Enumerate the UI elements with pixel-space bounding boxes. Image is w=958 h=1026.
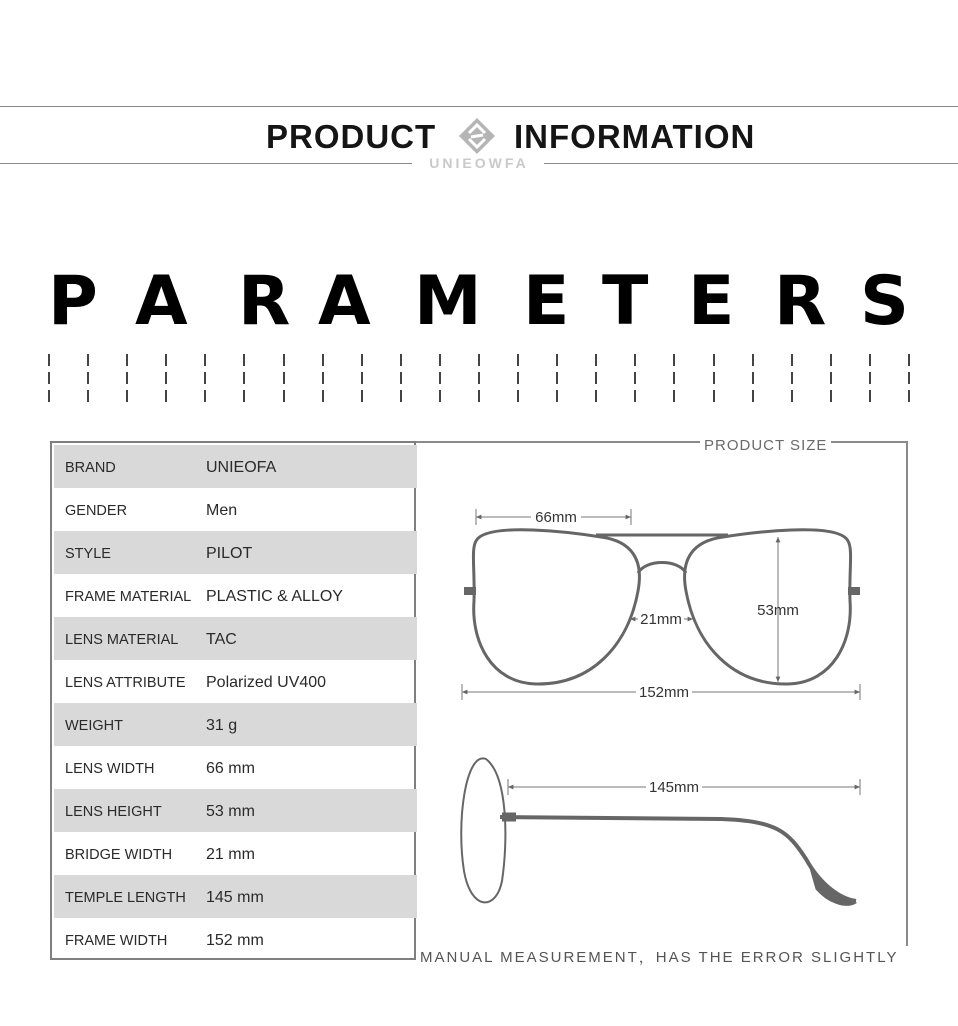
- dash-tick: [400, 372, 402, 384]
- dash-tick: [752, 372, 754, 384]
- dash-tick: [634, 372, 636, 384]
- brand-logo-icon: [457, 116, 497, 156]
- frame-width-label: 152mm: [638, 684, 690, 701]
- dash-tick: [908, 354, 910, 366]
- dash-tick: [126, 372, 128, 384]
- dash-tick: [830, 354, 832, 366]
- dash-tick: [478, 390, 480, 402]
- dash-tick: [634, 390, 636, 402]
- spec-row: [54, 832, 417, 875]
- dash-tick: [517, 354, 519, 366]
- dash-tick: [556, 354, 558, 366]
- banner-letter: T: [602, 262, 649, 341]
- dash-tick: [713, 372, 715, 384]
- dash-tick: [87, 372, 89, 384]
- banner-letter: P: [48, 262, 98, 341]
- dash-tick: [752, 354, 754, 366]
- spec-label: GENDER: [65, 503, 128, 519]
- banner-letter: R: [774, 262, 827, 341]
- dash-tick: [400, 390, 402, 402]
- dash-tick: [791, 390, 793, 402]
- dashed-divider: [48, 354, 910, 404]
- dash-tick: [361, 390, 363, 402]
- spec-row: [54, 918, 417, 961]
- spec-label: BRAND: [65, 460, 116, 476]
- dash-tick: [869, 372, 871, 384]
- spec-label: LENS ATTRIBUTE: [65, 675, 186, 691]
- dash-tick: [165, 372, 167, 384]
- dash-tick: [87, 354, 89, 366]
- spec-value: Polarized UV400: [206, 674, 327, 691]
- brand-subtitle: UNIEOWFA: [416, 155, 542, 171]
- dash-tick: [556, 372, 558, 384]
- header-bottom-line-right: [544, 163, 958, 164]
- lens-height-label: 53mm: [757, 602, 799, 619]
- dash-tick: [48, 354, 50, 366]
- dash-tick: [595, 372, 597, 384]
- spec-value: PLASTIC & ALLOY: [206, 588, 343, 605]
- spec-row: [54, 746, 417, 789]
- spec-value: 31 g: [206, 717, 238, 734]
- dash-tick: [87, 390, 89, 402]
- dash-tick: [165, 390, 167, 402]
- dash-tick: [908, 372, 910, 384]
- dash-tick: [283, 354, 285, 366]
- dash-tick: [48, 372, 50, 384]
- dash-tick: [556, 390, 558, 402]
- dash-tick: [439, 372, 441, 384]
- dash-tick: [713, 390, 715, 402]
- dash-tick: [673, 372, 675, 384]
- spec-value: TAC: [206, 631, 237, 648]
- spec-value: PILOT: [206, 545, 253, 562]
- dash-tick: [439, 390, 441, 402]
- spec-table: [50, 441, 416, 960]
- dash-tick: [243, 354, 245, 366]
- spec-row: [54, 789, 417, 832]
- banner-letter: E: [688, 262, 735, 341]
- spec-row: [54, 488, 417, 531]
- spec-label: WEIGHT: [65, 718, 123, 734]
- spec-value: 53 mm: [206, 803, 255, 820]
- dash-tick: [791, 372, 793, 384]
- header-title-information: INFORMATION: [514, 118, 756, 155]
- bridge-width-label: 21mm: [640, 611, 682, 628]
- spec-label: LENS HEIGHT: [65, 804, 162, 820]
- banner-letter: A: [135, 262, 188, 341]
- dash-tick: [361, 354, 363, 366]
- banner-letter: S: [860, 262, 909, 341]
- dash-tick: [517, 390, 519, 402]
- product-size-panel: [416, 441, 908, 961]
- spec-label: FRAME WIDTH: [65, 933, 168, 949]
- dash-tick: [243, 390, 245, 402]
- dash-tick: [830, 372, 832, 384]
- banner-letter: A: [318, 262, 371, 341]
- dash-tick: [204, 372, 206, 384]
- spec-label: TEMPLE LENGTH: [65, 890, 186, 906]
- lens-width-label: 66mm: [535, 509, 577, 526]
- dash-tick: [869, 354, 871, 366]
- dash-tick: [595, 390, 597, 402]
- spec-value: 145 mm: [206, 889, 264, 906]
- dash-tick: [673, 354, 675, 366]
- spec-value: UNIEOFA: [206, 459, 277, 476]
- spec-row: [54, 445, 417, 488]
- dash-tick: [752, 390, 754, 402]
- dash-tick: [713, 354, 715, 366]
- spec-row: [54, 875, 417, 918]
- spec-label: LENS WIDTH: [65, 761, 155, 777]
- dash-tick: [126, 354, 128, 366]
- spec-value: 21 mm: [206, 846, 255, 863]
- dash-tick: [517, 372, 519, 384]
- dash-tick: [439, 354, 441, 366]
- dash-tick: [595, 354, 597, 366]
- dash-tick: [673, 390, 675, 402]
- dash-tick: [126, 390, 128, 402]
- banner-letter: R: [238, 262, 291, 341]
- dash-tick: [283, 390, 285, 402]
- dash-tick: [243, 372, 245, 384]
- dash-tick: [361, 372, 363, 384]
- dash-tick: [48, 390, 50, 402]
- header-bottom-line-left: [0, 163, 412, 164]
- dash-tick: [830, 390, 832, 402]
- dash-tick: [634, 354, 636, 366]
- dash-tick: [478, 372, 480, 384]
- banner-letter: M: [414, 262, 482, 341]
- spec-label: BRIDGE WIDTH: [65, 847, 173, 863]
- spec-label: STYLE: [65, 546, 111, 562]
- spec-value: Men: [206, 502, 238, 519]
- dash-tick: [478, 354, 480, 366]
- spec-label: FRAME MATERIAL: [65, 589, 192, 605]
- spec-row: [54, 660, 417, 703]
- dash-tick: [869, 390, 871, 402]
- dash-tick: [908, 390, 910, 402]
- dash-tick: [165, 354, 167, 366]
- product-size-label: PRODUCT SIZE: [700, 437, 831, 454]
- banner-letter: E: [523, 262, 570, 341]
- spec-row: [54, 531, 417, 574]
- dash-tick: [204, 354, 206, 366]
- dash-tick: [322, 354, 324, 366]
- temple-length-label: 145mm: [648, 779, 700, 796]
- spec-label: LENS MATERIAL: [65, 632, 179, 648]
- header-title-product: PRODUCT: [266, 118, 437, 155]
- spec-value: 66 mm: [206, 760, 255, 777]
- spec-row: [54, 574, 417, 617]
- spec-row: [54, 703, 417, 746]
- measurement-note: MANUAL MEASUREMENT，HAS THE ERROR SLIGHTLY: [420, 949, 899, 966]
- dash-tick: [322, 390, 324, 402]
- parameters-banner: [48, 262, 910, 342]
- dash-tick: [791, 354, 793, 366]
- dash-tick: [322, 372, 324, 384]
- spec-value: 152 mm: [206, 932, 264, 949]
- glasses-front-view: [464, 530, 860, 684]
- header-top-line: [0, 106, 958, 107]
- dash-tick: [400, 354, 402, 366]
- dash-tick: [283, 372, 285, 384]
- dash-tick: [204, 390, 206, 402]
- spec-row: [54, 617, 417, 660]
